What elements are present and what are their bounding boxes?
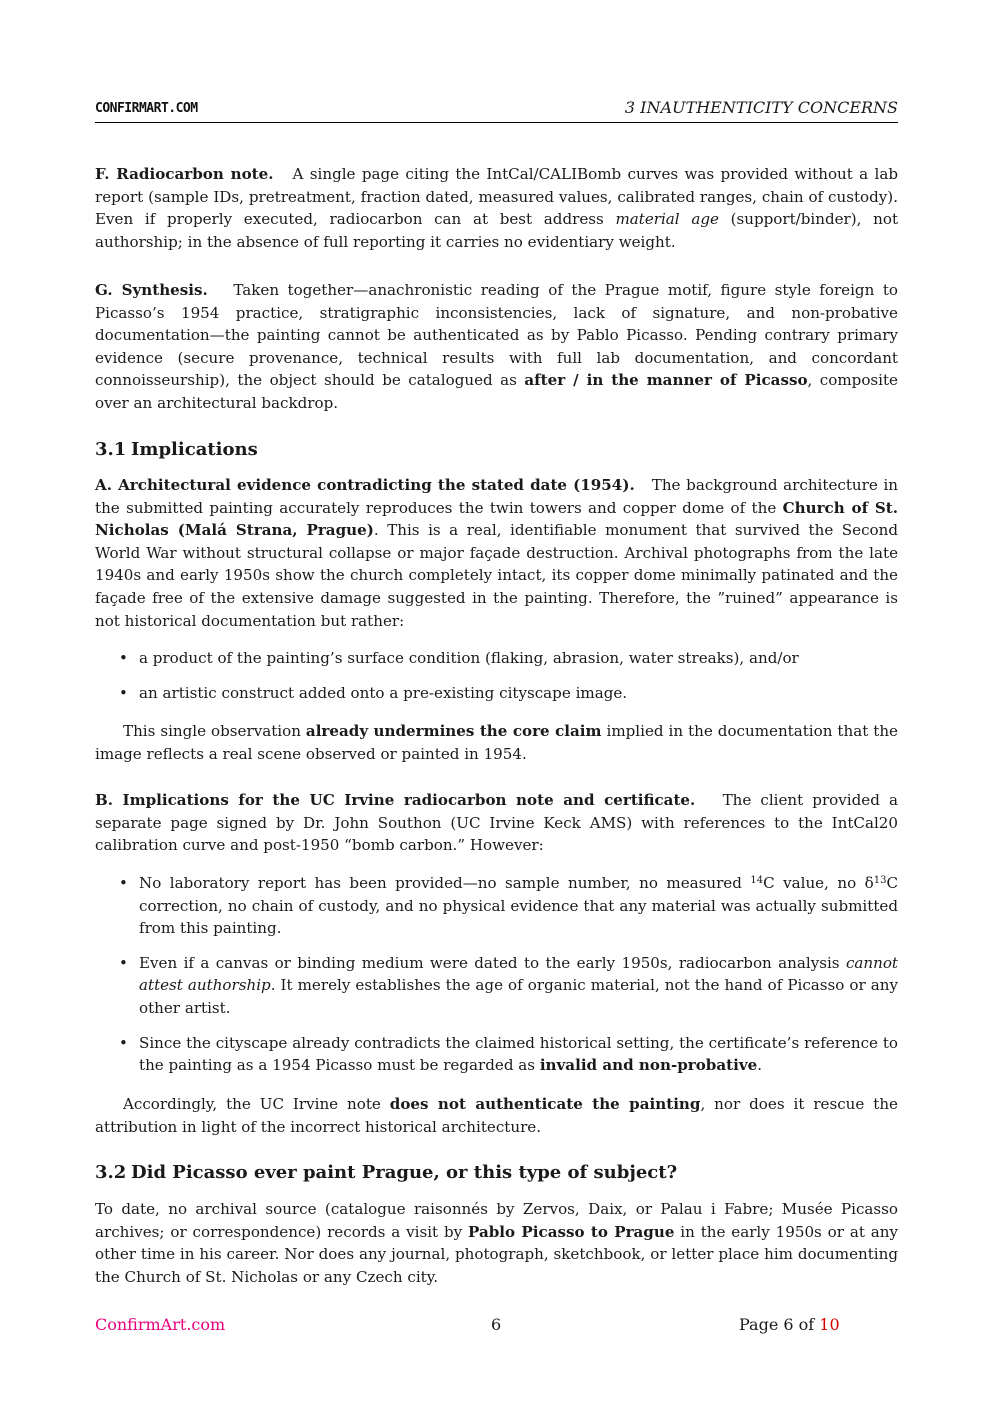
paragraph-text: This single observation — [123, 722, 306, 740]
bullet-icon: • — [119, 683, 128, 702]
paragraph-text: implied in the documentation that the image reflects a real scene observed or painted in 1954. — [95, 722, 898, 763]
section-title: Implications — [131, 439, 258, 460]
superscript: 14 — [750, 875, 764, 886]
strong-text: does not authenticate the painting — [389, 1095, 701, 1113]
bullet-icon: • — [119, 953, 128, 972]
page-header — [95, 98, 898, 123]
strong-text: after / in the manner of Picasso — [524, 371, 808, 390]
prague-paragraph — [95, 1198, 898, 1288]
paragraph-text: To date, no archival source (catalogue raisonnés by Zervos, Daix, or Palau i Fabre; Musée Picasso archives; or correspondence) records a visit by — [95, 1200, 898, 1241]
list-item: • Even if a canvas or binding medium were dated to the early 1950s, radiocarbon analysis cannot attest authorship. It merely establishes the age of organic material, not the hand of Picasso or any other artist. — [119, 953, 898, 1017]
strong-text: Pablo Picasso to Prague — [468, 1222, 675, 1241]
uc-irvine-paragraph — [95, 789, 898, 857]
strong-text: Church of St. Nicholas (Malá Strana, Prague) — [95, 498, 898, 540]
superscript: 13 — [873, 875, 887, 886]
page-count: Page 6 of 10 — [739, 1315, 840, 1334]
synthesis-paragraph — [95, 279, 898, 415]
paragraph-lead: B. Implications for the UC Irvine radiocarbon note and certificate. — [95, 791, 696, 809]
paragraph-text: The client provided a separate page signed by Dr. John Southon (UC Irvine Keck AMS) with references to the IntCal20 calibration curve and post-1950 “bomb carbon.” However: — [95, 791, 898, 855]
paragraph-text: A single page citing the IntCal/CALIBomb curves was provided without a lab report (sample IDs, pretreatment, fraction dated, measured values, calibrated ranges, chain of custody). Even if properly executed, radiocarbon can at best address — [95, 165, 898, 229]
architectural-bullet-list — [95, 647, 898, 704]
strong-text: already undermines the core claim — [305, 722, 602, 740]
paragraph-text: , composite over an architectural backdrop. — [95, 371, 898, 412]
paragraph-text: , nor does it rescue the attribution in light of the incorrect historical architecture. — [95, 1095, 898, 1136]
list-item: • an artistic construct added onto a pre-existing cityscape image. — [95, 682, 898, 705]
list-item: • No laboratory report has been provided—no sample number, no measured $^{14}$C value, no $\delta^{13}C$ correction, no chain of custody, and no physical evidence that any material was actually submitted from this painting. — [119, 874, 898, 938]
section-number: 3.1 — [95, 439, 127, 460]
section-heading-prague — [95, 1161, 898, 1185]
paragraph-text: in the early 1950s or at any other time in his career. Nor does any journal, photograph, sketchbook, or letter place him documenting the Church of St. Nicholas or any Czech city. — [95, 1222, 898, 1286]
section-title: Did Picasso ever paint Prague, or this type of subject? — [131, 1162, 678, 1183]
paragraph-text: . This is a real, identifiable monument that survived the Second World War without structural collapse or major façade destruction. Archival photographs from the late 1940s and early 1950s show the church completely intact, its copper dome minimally patinated and the façade free of the extensive damage suggested in the painting. Therefore, the ”ruined” appearance is not historical documentation but rather: — [95, 521, 898, 630]
section-number: 3.2 — [95, 1162, 127, 1183]
section-heading-implications — [95, 438, 898, 462]
architectural-conclusion-paragraph — [95, 720, 898, 765]
site-link[interactable]: ConfirmArt.com — [95, 1315, 226, 1334]
uc-irvine-bullet-list — [95, 872, 898, 1077]
paragraph-lead: A. Architectural evidence contradicting the stated date (1954). — [95, 476, 635, 494]
running-head: 3 INAUTHENTICITY CONCERNS — [624, 98, 898, 117]
paragraph-text: Taken together—anachronistic reading of the Prague motif, figure style foreign to Picasso’s 1954 practice, stratigraphic inconsistencies, lack of signature, and non-probative documentation—the painting cannot be authenticated as by Pablo Picasso. Pending contrary primary evidence (secure provenance, technical results with full lab documentation, and concordant connoisseurship), the object should be catalogued as — [95, 281, 898, 390]
emphasis: material age — [615, 210, 719, 229]
page-footer — [95, 1315, 898, 1339]
list-item: • Since the cityscape already contradicts the claimed historical setting, the certificate’s reference to the painting as a 1954 Picasso must be regarded as invalid and non-probative. — [119, 1033, 898, 1075]
radiocarbon-note-paragraph — [95, 163, 898, 253]
paragraph-lead: F. Radiocarbon note. — [95, 165, 274, 183]
paragraph-lead: G. Synthesis. — [95, 281, 208, 299]
bullet-icon: • — [119, 1033, 128, 1052]
architectural-evidence-paragraph — [95, 474, 898, 632]
bullet-icon: • — [119, 649, 128, 667]
paragraph-text: The background architecture in the submitted painting accurately reproduces the twin towers and copper dome of the — [95, 476, 898, 517]
strong-text: invalid and non-probative — [539, 1056, 758, 1075]
list-item: • a product of the painting’s surface condition (flaking, abrasion, water streaks), and/or — [95, 647, 898, 670]
paragraph-text: Accordingly, the UC Irvine note — [123, 1095, 390, 1113]
page-number: 6 — [491, 1315, 502, 1334]
emphasis: cannot attest authorship — [139, 953, 898, 995]
bullet-icon: • — [119, 874, 128, 892]
paragraph-text: (support/binder), not authorship; in the absence of full reporting it carries no evidentiary weight. — [95, 210, 899, 251]
total-pages-link[interactable]: 10 — [819, 1315, 840, 1334]
document-page — [95, 0, 898, 1404]
confirmart-logo: CONFIRMART.COM — [95, 101, 198, 116]
uc-irvine-conclusion-paragraph — [95, 1093, 898, 1138]
